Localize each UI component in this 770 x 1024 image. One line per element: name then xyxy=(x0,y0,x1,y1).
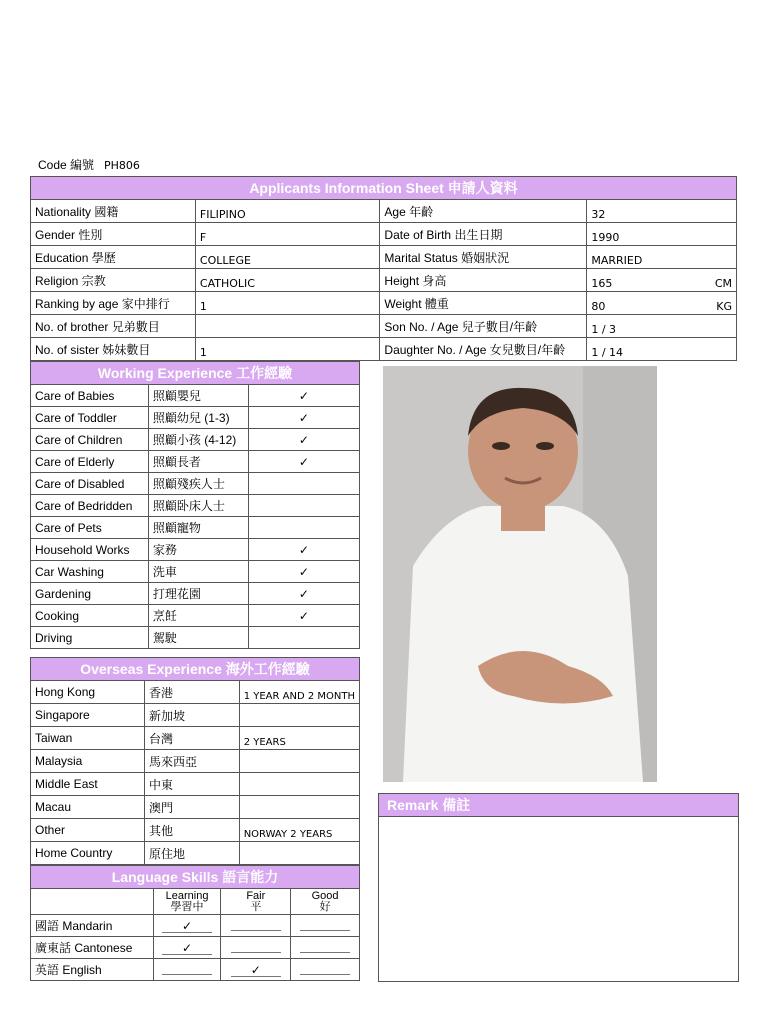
info-label: Date of Birth 出生日期 xyxy=(380,223,587,246)
info-row xyxy=(31,246,737,269)
photo-illustration xyxy=(383,366,657,782)
work-row xyxy=(31,407,360,429)
info-label: No. of sister 姊妹數目 xyxy=(31,338,196,361)
overseas-years xyxy=(239,773,359,796)
work-row xyxy=(31,561,360,583)
overseas-zh: 馬來西亞 xyxy=(145,750,240,773)
info-value-text: 1990 xyxy=(591,231,620,244)
working-experience-table xyxy=(30,361,360,649)
info-value: 1 xyxy=(195,338,380,361)
info-row xyxy=(31,292,737,315)
work-row xyxy=(31,473,360,495)
overseas-row xyxy=(31,773,360,796)
lang-mark xyxy=(300,918,350,931)
lang-header-zh: 平 xyxy=(250,900,262,913)
work-check: ✓ xyxy=(248,407,359,429)
overseas-zh: 其他 xyxy=(145,819,240,842)
work-en: Care of Elderly xyxy=(31,451,149,473)
lang-header-learning xyxy=(153,889,221,915)
overseas-zh: 新加坡 xyxy=(145,704,240,727)
info-label: Nationality 國籍 xyxy=(31,200,196,223)
work-zh: 照顧小孩 (4-12) xyxy=(148,429,248,451)
lang-header-fair xyxy=(221,889,291,915)
info-value: FILIPINO xyxy=(195,200,380,223)
lang-row xyxy=(31,959,360,981)
info-label: Ranking by age 家中排行 xyxy=(31,292,196,315)
info-row xyxy=(31,269,737,292)
lang-cell xyxy=(291,937,360,959)
lang-mark xyxy=(231,918,281,931)
info-value: 1 xyxy=(195,292,380,315)
info-label: Marital Status 婚姻狀況 xyxy=(380,246,587,269)
work-row xyxy=(31,451,360,473)
work-en: Care of Bedridden xyxy=(31,495,149,517)
remark-box xyxy=(378,793,739,982)
info-label: Religion 宗教 xyxy=(31,269,196,292)
overseas-years: 1 YEAR AND 2 MONTH xyxy=(239,681,359,704)
info-value-text: 165 xyxy=(591,277,613,290)
info-title: Applicants Information Sheet 申請人資料 xyxy=(31,177,737,200)
overseas-years xyxy=(239,704,359,727)
info-value-text: 32 xyxy=(591,208,606,221)
overseas-years: NORWAY 2 YEARS xyxy=(239,819,359,842)
lang-header-en: Learning xyxy=(165,889,209,902)
overseas-en: Singapore xyxy=(31,704,145,727)
lang-mark xyxy=(231,940,281,953)
info-value xyxy=(587,269,737,292)
lang-cell xyxy=(291,959,360,981)
lang-header-zh: 好 xyxy=(319,900,331,913)
info-row xyxy=(31,200,737,223)
work-en: Care of Pets xyxy=(31,517,149,539)
lang-cell xyxy=(153,959,221,981)
work-en: Care of Disabled xyxy=(31,473,149,495)
lang-cell xyxy=(153,915,221,937)
overseas-title: Overseas Experience 海外工作經驗 xyxy=(31,658,360,681)
overseas-years: 2 YEARS xyxy=(239,727,359,750)
lang-header-zh: 學習中 xyxy=(170,900,204,913)
lang-mark xyxy=(300,940,350,953)
code-value: PH806 xyxy=(104,159,140,172)
lang-mark: ✓ xyxy=(162,942,212,955)
info-value: CATHOLIC xyxy=(195,269,380,292)
lang-mark xyxy=(162,962,212,975)
info-unit: KG xyxy=(716,300,732,313)
info-value xyxy=(587,200,737,223)
lang-name: 國語 Mandarin xyxy=(31,915,154,937)
info-value xyxy=(195,315,380,338)
overseas-zh: 香港 xyxy=(145,681,240,704)
info-label: Education 學歷 xyxy=(31,246,196,269)
work-row xyxy=(31,429,360,451)
lang-cell xyxy=(221,959,291,981)
work-en: Gardening xyxy=(31,583,149,605)
work-zh: 家務 xyxy=(148,539,248,561)
info-value-text: 80 xyxy=(591,300,606,313)
lang-name: 英語 English xyxy=(31,959,154,981)
work-en: Care of Toddler xyxy=(31,407,149,429)
lang-name: 廣東話 Cantonese xyxy=(31,937,154,959)
lang-cell xyxy=(221,915,291,937)
info-row xyxy=(31,315,737,338)
work-zh: 照顧寵物 xyxy=(148,517,248,539)
work-en: Car Washing xyxy=(31,561,149,583)
overseas-zh: 澳門 xyxy=(145,796,240,819)
lang-cell xyxy=(291,915,360,937)
work-zh: 照顧卧床人士 xyxy=(148,495,248,517)
work-en: Driving xyxy=(31,627,149,649)
info-row xyxy=(31,223,737,246)
work-zh: 駕駛 xyxy=(148,627,248,649)
info-value: F xyxy=(195,223,380,246)
work-zh: 烹飪 xyxy=(148,605,248,627)
work-en: Care of Children xyxy=(31,429,149,451)
overseas-row xyxy=(31,796,360,819)
lang-mark: ✓ xyxy=(231,964,281,977)
overseas-zh: 原住地 xyxy=(145,842,240,865)
info-label: Age 年齡 xyxy=(380,200,587,223)
work-row xyxy=(31,605,360,627)
applicant-photo xyxy=(383,366,657,782)
lang-mark xyxy=(300,962,350,975)
work-check xyxy=(248,517,359,539)
work-row xyxy=(31,517,360,539)
overseas-row xyxy=(31,750,360,773)
lang-cell xyxy=(153,937,221,959)
info-value xyxy=(587,292,737,315)
work-check: ✓ xyxy=(248,583,359,605)
overseas-en: Macau xyxy=(31,796,145,819)
info-value-text: MARRIED xyxy=(591,254,643,267)
work-check: ✓ xyxy=(248,539,359,561)
work-check xyxy=(248,627,359,649)
info-label: Gender 性別 xyxy=(31,223,196,246)
work-row xyxy=(31,385,360,407)
overseas-en: Taiwan xyxy=(31,727,145,750)
applicant-info-table xyxy=(30,176,737,361)
work-row xyxy=(31,627,360,649)
lang-cell xyxy=(221,937,291,959)
work-check: ✓ xyxy=(248,385,359,407)
info-value xyxy=(587,246,737,269)
info-unit: CM xyxy=(714,277,732,290)
info-row xyxy=(31,338,737,361)
lang-row xyxy=(31,937,360,959)
work-row xyxy=(31,539,360,561)
overseas-experience-table xyxy=(30,657,360,865)
work-en: Care of Babies xyxy=(31,385,149,407)
overseas-years xyxy=(239,750,359,773)
work-zh: 打理花園 xyxy=(148,583,248,605)
info-label: Son No. / Age 兒子數目/年齡 xyxy=(380,315,587,338)
info-label: Weight 體重 xyxy=(380,292,587,315)
work-zh: 洗車 xyxy=(148,561,248,583)
info-label: No. of brother 兄弟數目 xyxy=(31,315,196,338)
lang-mark: ✓ xyxy=(162,920,212,933)
overseas-years xyxy=(239,842,359,865)
work-check: ✓ xyxy=(248,605,359,627)
overseas-years xyxy=(239,796,359,819)
overseas-zh: 中東 xyxy=(145,773,240,796)
info-value-text: 1 / 14 xyxy=(591,346,624,359)
lang-row xyxy=(31,915,360,937)
lang-title: Language Skills 語言能力 xyxy=(31,866,360,889)
remark-title: Remark 備註 xyxy=(379,794,738,817)
overseas-row xyxy=(31,819,360,842)
info-value xyxy=(587,315,737,338)
overseas-row xyxy=(31,727,360,750)
work-row xyxy=(31,583,360,605)
work-check xyxy=(248,495,359,517)
work-zh: 照顧殘疾人士 xyxy=(148,473,248,495)
work-check: ✓ xyxy=(248,451,359,473)
info-value-text: 1 / 3 xyxy=(591,323,617,336)
work-en: Cooking xyxy=(31,605,149,627)
overseas-row xyxy=(31,842,360,865)
work-zh: 照顧幼兒 (1-3) xyxy=(148,407,248,429)
lang-header-en: Fair xyxy=(246,889,266,902)
overseas-en: Malaysia xyxy=(31,750,145,773)
lang-header-blank xyxy=(31,889,154,915)
code-line xyxy=(38,156,140,173)
info-label: Daughter No. / Age 女兒數目/年齡 xyxy=(380,338,587,361)
work-row xyxy=(31,495,360,517)
overseas-row xyxy=(31,704,360,727)
overseas-en: Hong Kong xyxy=(31,681,145,704)
lang-header-good xyxy=(291,889,360,915)
overseas-en: Middle East xyxy=(31,773,145,796)
info-value xyxy=(587,223,737,246)
work-check: ✓ xyxy=(248,429,359,451)
overseas-en: Other xyxy=(31,819,145,842)
code-label: Code 編號 xyxy=(38,158,95,172)
info-value xyxy=(587,338,737,361)
lang-header-en: Good xyxy=(311,889,339,902)
work-en: Household Works xyxy=(31,539,149,561)
work-check xyxy=(248,473,359,495)
work-check: ✓ xyxy=(248,561,359,583)
overseas-row xyxy=(31,681,360,704)
info-label: Height 身高 xyxy=(380,269,587,292)
work-zh: 照顧嬰兒 xyxy=(148,385,248,407)
info-value: COLLEGE xyxy=(195,246,380,269)
overseas-zh: 台灣 xyxy=(145,727,240,750)
work-title: Working Experience 工作經驗 xyxy=(31,362,360,385)
language-skills-table xyxy=(30,865,360,981)
overseas-en: Home Country xyxy=(31,842,145,865)
work-zh: 照顧長者 xyxy=(148,451,248,473)
